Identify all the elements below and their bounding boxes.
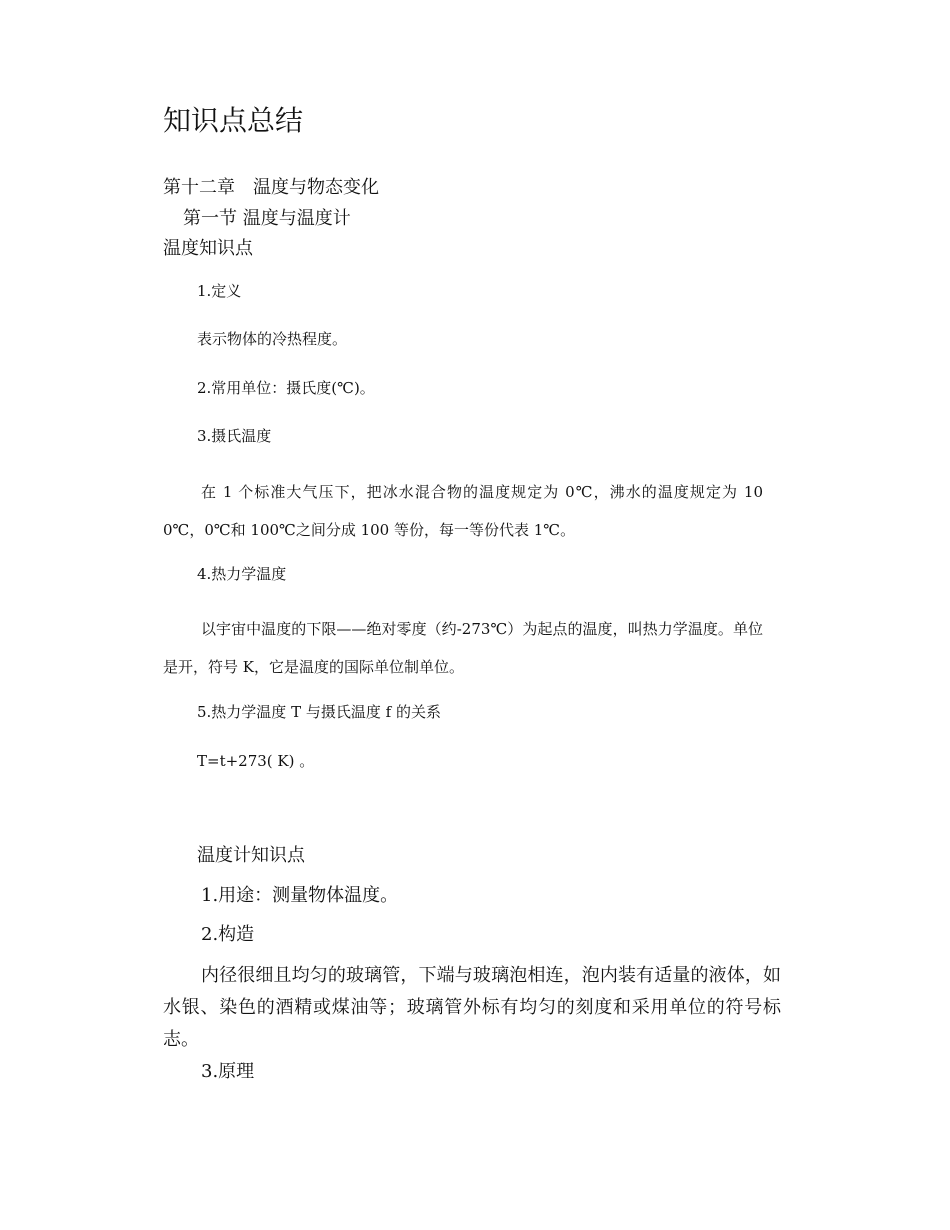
structure-title: 2.构造 [201, 924, 255, 945]
thermodynamic-body: 以宇宙中温度的下限——绝对零度（约-273℃）为起点的温度，叫热力学温度。单位是开，符号 K，它是温度的国际单位制单位。 [163, 620, 763, 676]
thermometer-points-heading: 温度计知识点 [197, 845, 305, 866]
definition-body: 表示物体的冷热程度。 [197, 330, 348, 348]
celsius-title: 3.摄氏温度 [197, 427, 272, 445]
definition-title: 1.定义 [197, 282, 242, 300]
unit-item: 2.常用单位：摄氏度(℃)。 [197, 379, 375, 397]
principle-title: 3.原理 [201, 1061, 255, 1082]
chapter-heading: 第十二章 温度与物态变化 [163, 177, 379, 198]
section-heading: 第一节 温度与温度计 [183, 208, 351, 229]
relation-title: 5.热力学温度 T 与摄氏温度 f 的关系 [197, 703, 441, 721]
structure-body: 内径很细且均匀的玻璃管，下端与玻璃泡相连，泡内装有适量的液体，如水银、染色的酒精或煤油等；玻璃管外标有均匀的刻度和采用单位的符号标志。 [163, 965, 781, 1050]
usage-item: 1.用途：测量物体温度。 [201, 885, 399, 906]
page-title: 知识点总结 [163, 104, 304, 137]
thermodynamic-title: 4.热力学温度 [197, 565, 287, 583]
celsius-body: 在 1 个标准大气压下，把冰水混合物的温度规定为 0℃，沸水的温度规定为 100℃，0℃和 100℃之间分成 100 等份，每一等份代表 1℃。 [163, 483, 763, 539]
relation-formula: T=t+273( K) 。 [197, 752, 315, 770]
temperature-points-heading: 温度知识点 [163, 238, 253, 259]
